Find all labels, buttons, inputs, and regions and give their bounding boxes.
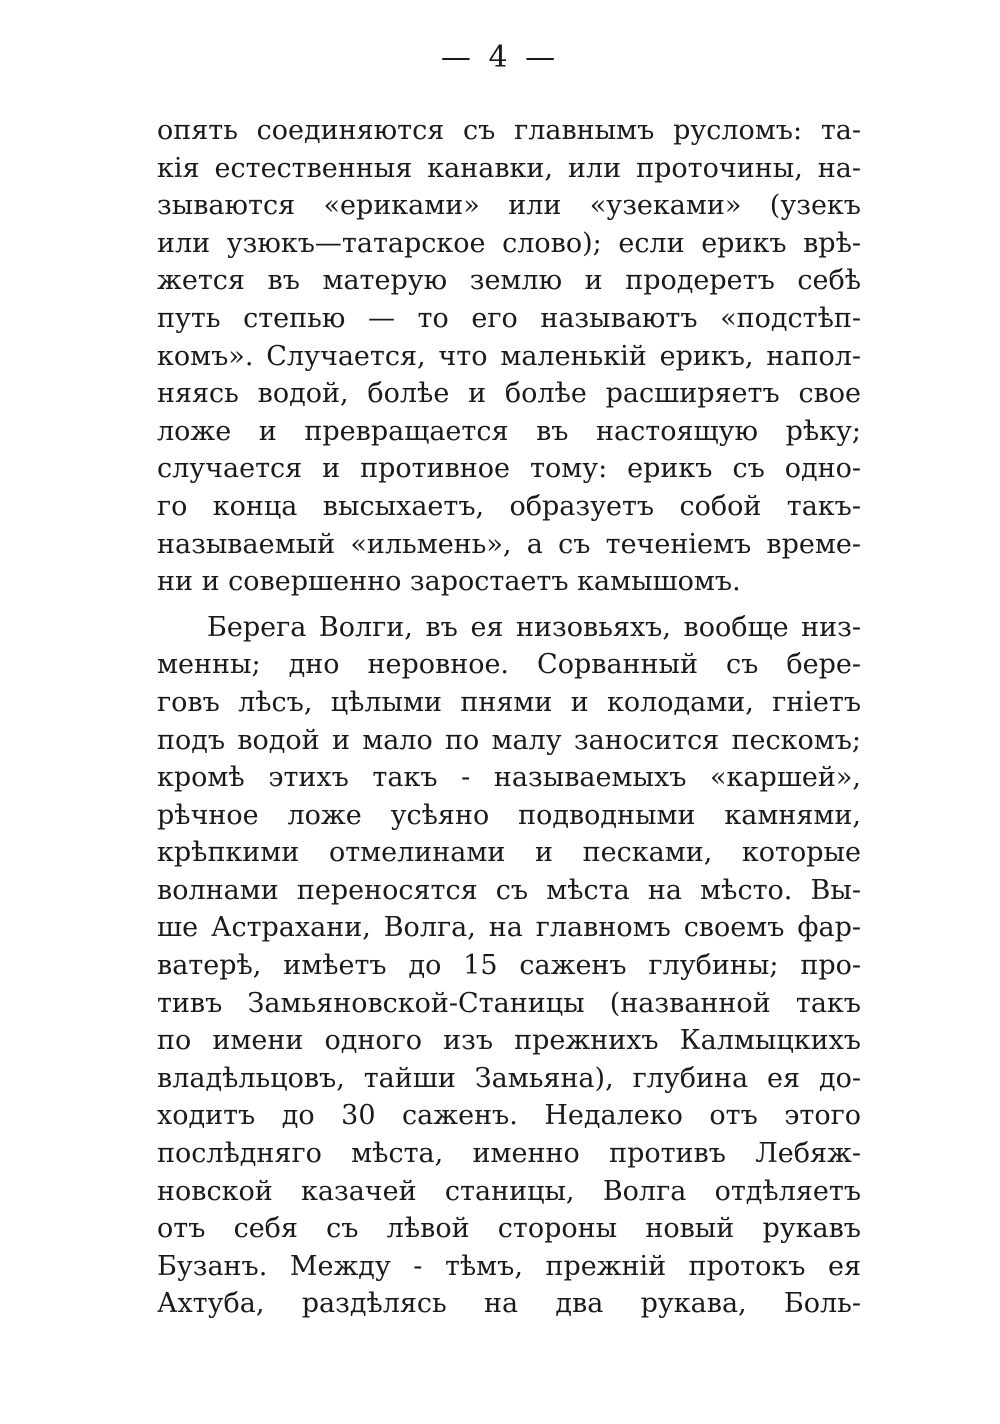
text-line: Берега Волги, въ ея низовьяхъ, вообще низ-: [207, 611, 861, 643]
paragraph: [157, 609, 861, 1323]
text-line: ватерѣ, имѣетъ до 15 саженъ глубины; про-: [157, 950, 861, 982]
text-line: кромѣ этихъ такъ - называемыхъ «каршей»,: [157, 762, 861, 794]
text-line: опять соединяются съ главнымъ русломъ: та-: [157, 115, 861, 146]
text-line: по имени одного изъ прежнихъ Калмыцкихъ: [157, 1025, 861, 1057]
text-line: рѣчное ложе усѣяно подводными камнями,: [157, 799, 861, 831]
text-line: путь степью — то его называютъ «подстѣп-: [157, 302, 861, 334]
text-line: новской казачей станицы, Волга отдѣляетъ: [157, 1175, 861, 1207]
text-line: ше Астрахани, Волга, на главномъ своемъ фар-: [157, 912, 861, 944]
text-line: волнами переносятся съ мѣста на мѣсто. Вы-: [157, 874, 861, 906]
text-line: менны; дно неровное. Сорванный съ бере-: [157, 649, 861, 681]
text-line: владѣльцовъ, тайши Замьяна), глубина ея до-: [157, 1062, 861, 1094]
text-line: послѣдняго мѣста, именно противъ Лебяж-: [157, 1138, 861, 1170]
text-line: случается и противное тому: ерикъ съ одно-: [157, 453, 861, 485]
paragraph: [157, 112, 861, 601]
text-line: жется въ матерую землю и продеретъ себѣ: [157, 265, 861, 297]
text-line: Бузанъ. Между - тѣмъ, прежній протокъ ея: [157, 1250, 861, 1282]
page-number: — 4 —: [440, 40, 560, 75]
text-line: ходитъ до 30 саженъ. Недалеко отъ этого: [157, 1100, 861, 1132]
text-line: кія естественныя канавки, или проточины, на-: [157, 152, 861, 184]
text-line: ложе и превращается въ настоящую рѣку;: [157, 415, 861, 447]
text-line: или узюкъ—татарское слово); если ерикъ врѣ-: [157, 227, 861, 259]
text-line: крѣпкими отмелинами и песками, которые: [157, 837, 861, 869]
body-text: [157, 112, 861, 1323]
text-line: тивъ Замьяновской-Станицы (названной такъ: [157, 987, 861, 1019]
text-line: комъ». Случается, что маленькій ерикъ, напол-: [157, 340, 861, 372]
text-line: говъ лѣсъ, цѣлыми пнями и колодами, гніетъ: [157, 686, 861, 718]
text-line: го конца высыхаетъ, образуетъ собой такъ-: [157, 490, 861, 522]
text-line: отъ себя съ лѣвой стороны новый рукавъ: [157, 1213, 861, 1245]
text-line: называемый «ильмень», а съ теченіемъ време-: [157, 528, 861, 560]
text-line: ни и совершенно заростаетъ камышомъ.: [157, 566, 741, 598]
text-line: зываются «ериками» или «узеками» (узекъ: [157, 190, 861, 222]
text-line: подъ водой и мало по малу заносится пескомъ;: [157, 724, 861, 756]
text-line: Ахтуба, раздѣлясь на два рукава, Боль-: [157, 1288, 861, 1320]
text-line: няясь водой, болѣе и болѣе расширяетъ свое: [157, 378, 861, 410]
